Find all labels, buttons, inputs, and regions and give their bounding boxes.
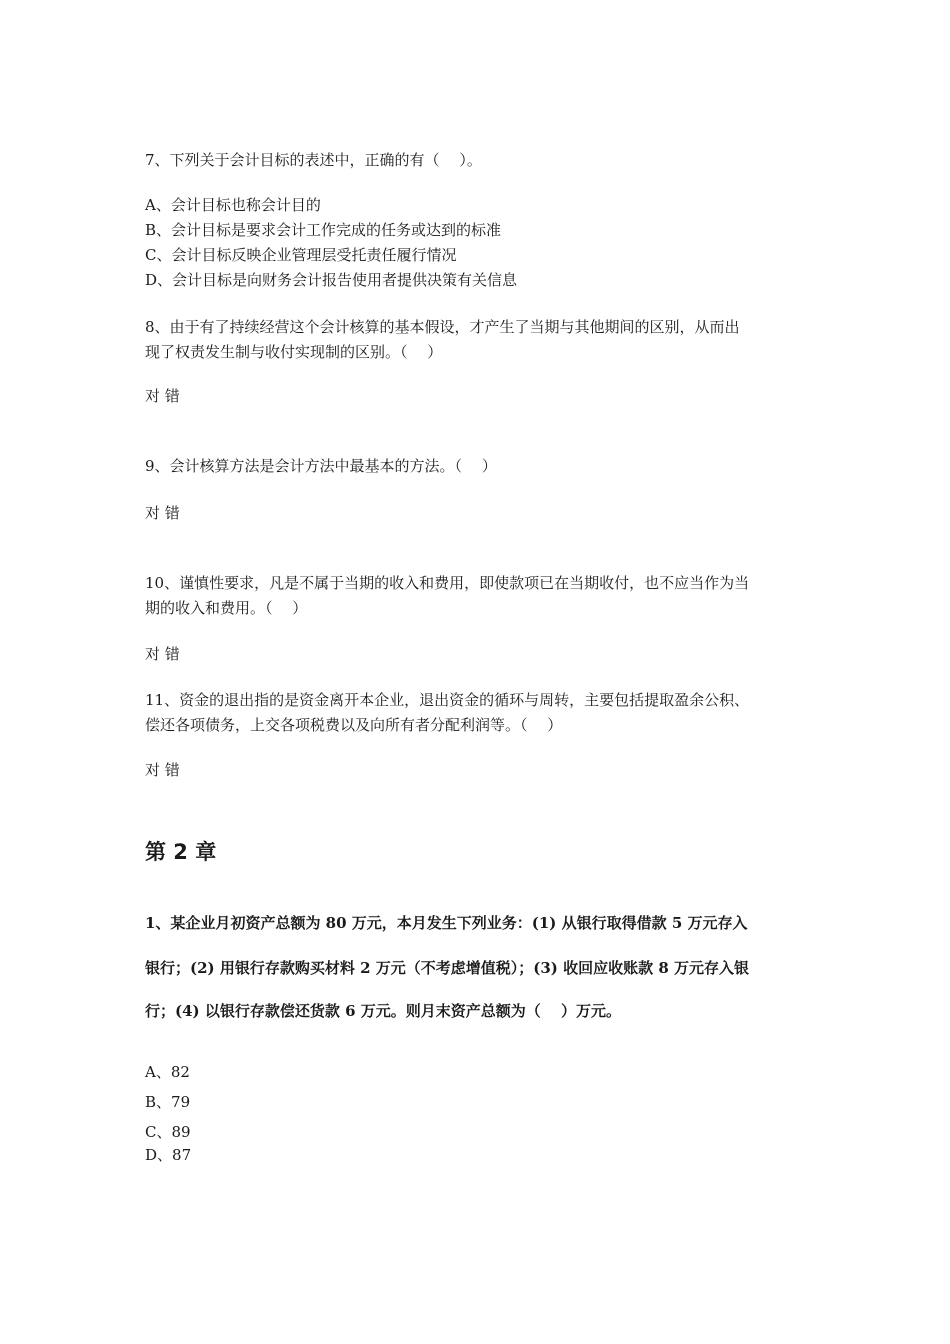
chapter-2-question-1-option-a: A、82 [145,1063,190,1081]
chapter-2-question-1-option-b: B、79 [145,1093,191,1111]
chapter-2-question-1-option-c: C、89 [145,1123,191,1141]
question-7-stem: 7、下列关于会计目标的表述中，正确的有（ ）。 [145,151,482,169]
question-7-option-d: D、会计目标是向财务会计报告使用者提供决策有关信息 [145,271,518,289]
question-11-stem-line-2: 偿还各项债务，上交各项税费以及向所有者分配利润等。（ ） [145,716,563,734]
chapter-heading: 第 2 章 [145,840,217,864]
question-7-option-b: B、会计目标是要求会计工作完成的任务或达到的标准 [145,221,502,239]
question-9-answer: 对 错 [145,504,180,522]
question-10-answer: 对 错 [145,645,180,663]
question-10-stem-line-1: 10、谨慎性要求，凡是不属于当期的收入和费用，即使款项已在当期收付，也不应当作为当 [145,574,750,592]
chapter-2-question-1-stem-line-1: 1、某企业月初资产总额为 80 万元，本月发生下列业务：(1) 从银行取得借款 5 万元存入 [145,914,748,932]
question-8-stem-line-1: 8、由于有了持续经营这个会计核算的基本假设，才产生了当期与其他期间的区别，从而出 [145,318,740,336]
chapter-2-question-1-stem-line-3: 行；(4) 以银行存款偿还货款 6 万元。则月末资产总额为（ ）万元。 [145,1002,621,1020]
question-8-answer: 对 错 [145,387,180,405]
question-7-option-a: A、会计目标也称会计目的 [145,196,321,214]
question-11-stem-line-1: 11、资金的退出指的是资金离开本企业，退出资金的循环与周转，主要包括提取盈余公积、 [145,691,750,709]
question-8-stem-line-2: 现了权责发生制与收付实现制的区别。（ ） [145,343,443,361]
question-9-stem: 9、会计核算方法是会计方法中最基本的方法。（ ） [145,457,497,475]
chapter-2-question-1-stem-line-2: 银行；(2) 用银行存款购买材料 2 万元（不考虑增值税）；(3) 收回应收账款 8 万元存入银 [145,959,749,977]
question-10-stem-line-2: 期的收入和费用。（ ） [145,599,308,617]
chapter-2-question-1-option-d: D、87 [145,1146,192,1164]
question-7-option-c: C、会计目标反映企业管理层受托责任履行情况 [145,246,457,264]
question-11-answer: 对 错 [145,761,180,779]
